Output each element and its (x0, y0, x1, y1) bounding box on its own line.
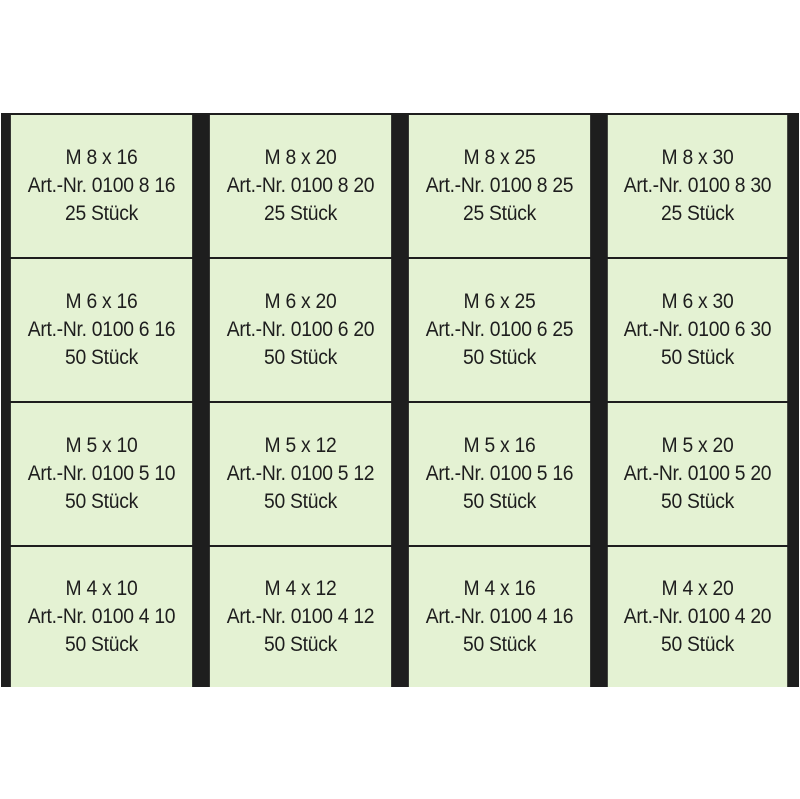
compartment-size: M 6 x 16 (65, 290, 138, 313)
compartment-article-number: Art.-Nr. 0100 6 20 (226, 318, 375, 341)
compartment-quantity: 50 Stück (65, 490, 138, 513)
compartment-m4x10 (11, 547, 192, 687)
compartment-m5x16 (409, 403, 590, 545)
compartment-article-number: Art.-Nr. 0100 8 20 (226, 174, 375, 197)
compartment-size: M 5 x 16 (463, 434, 536, 457)
compartment-m6x30 (608, 259, 787, 401)
compartment-quantity: 25 Stück (661, 202, 734, 225)
compartment-article-number: Art.-Nr. 0100 4 10 (27, 605, 176, 628)
compartment-m4x12 (210, 547, 391, 687)
compartment-size: M 6 x 20 (264, 290, 337, 313)
compartment-size: M 8 x 20 (264, 146, 337, 169)
compartment-quantity: 50 Stück (463, 633, 536, 656)
compartment-quantity: 50 Stück (463, 346, 536, 369)
compartment-article-number: Art.-Nr. 0100 5 10 (27, 462, 176, 485)
compartment-size: M 6 x 25 (463, 290, 536, 313)
assortment-grid (1, 113, 799, 687)
compartment-size: M 5 x 12 (264, 434, 337, 457)
compartment-size: M 8 x 30 (661, 146, 734, 169)
compartment-quantity: 50 Stück (661, 490, 734, 513)
compartment-article-number: Art.-Nr. 0100 6 30 (623, 318, 772, 341)
compartment-article-number: Art.-Nr. 0100 4 16 (425, 605, 574, 628)
compartment-m8x20 (210, 115, 391, 257)
compartment-article-number: Art.-Nr. 0100 4 20 (623, 605, 772, 628)
compartment-m4x16 (409, 547, 590, 687)
compartment-article-number: Art.-Nr. 0100 8 25 (425, 174, 574, 197)
compartment-m6x20 (210, 259, 391, 401)
compartment-quantity: 25 Stück (264, 202, 337, 225)
compartment-m8x16 (11, 115, 192, 257)
compartment-quantity: 50 Stück (65, 633, 138, 656)
compartment-article-number: Art.-Nr. 0100 4 12 (226, 605, 375, 628)
compartment-article-number: Art.-Nr. 0100 6 16 (27, 318, 176, 341)
compartment-quantity: 50 Stück (463, 490, 536, 513)
compartment-size: M 5 x 20 (661, 434, 734, 457)
compartment-quantity: 50 Stück (264, 490, 337, 513)
compartment-m5x12 (210, 403, 391, 545)
compartment-size: M 8 x 25 (463, 146, 536, 169)
compartment-article-number: Art.-Nr. 0100 5 20 (623, 462, 772, 485)
compartment-m8x30 (608, 115, 787, 257)
compartment-quantity: 50 Stück (264, 346, 337, 369)
compartment-m5x20 (608, 403, 787, 545)
compartment-m6x16 (11, 259, 192, 401)
compartment-quantity: 50 Stück (661, 633, 734, 656)
compartment-m6x25 (409, 259, 590, 401)
compartment-m8x25 (409, 115, 590, 257)
compartment-quantity: 25 Stück (65, 202, 138, 225)
compartment-article-number: Art.-Nr. 0100 5 16 (425, 462, 574, 485)
compartment-size: M 6 x 30 (661, 290, 734, 313)
compartment-size: M 4 x 12 (264, 577, 337, 600)
compartment-size: M 4 x 16 (463, 577, 536, 600)
compartment-article-number: Art.-Nr. 0100 5 12 (226, 462, 375, 485)
compartment-size: M 4 x 20 (661, 577, 734, 600)
compartment-m5x10 (11, 403, 192, 545)
compartment-article-number: Art.-Nr. 0100 8 16 (27, 174, 176, 197)
compartment-quantity: 50 Stück (264, 633, 337, 656)
compartment-quantity: 50 Stück (65, 346, 138, 369)
compartment-article-number: Art.-Nr. 0100 6 25 (425, 318, 574, 341)
compartment-quantity: 50 Stück (661, 346, 734, 369)
compartment-size: M 8 x 16 (65, 146, 138, 169)
compartment-size: M 4 x 10 (65, 577, 138, 600)
compartment-article-number: Art.-Nr. 0100 8 30 (623, 174, 772, 197)
compartment-size: M 5 x 10 (65, 434, 138, 457)
compartment-m4x20 (608, 547, 787, 687)
compartment-quantity: 25 Stück (463, 202, 536, 225)
